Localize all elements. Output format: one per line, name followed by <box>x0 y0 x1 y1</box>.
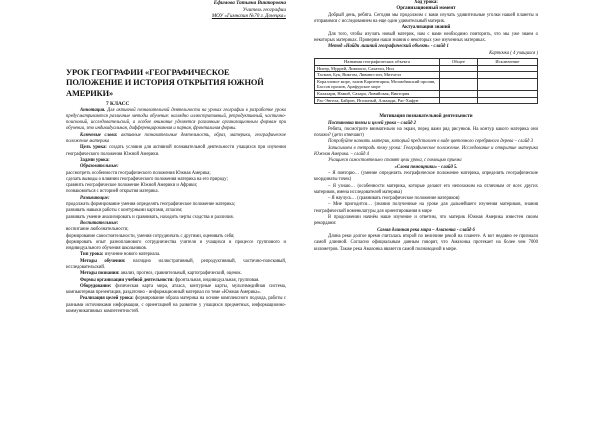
keywords-text: активные познавательные деятельность, образ, материки, географическое положение материка <box>66 132 286 145</box>
records-slide: - слайд 6 <box>456 227 475 233</box>
records-label: Самая длинная река мира – Амазонка <box>377 227 456 233</box>
edu-item: рассмотреть особенности географического положения Южная Америка; <box>66 170 211 176</box>
edu-heading: Образовательные: <box>80 164 119 170</box>
table-row <box>315 90 538 97</box>
keywords-paragraph <box>66 133 286 146</box>
equipment-label: Оборудование: <box>80 283 112 289</box>
lesson-type-label: Тип урока: <box>80 252 104 258</box>
table-cell: Рас-Энгела, Байрон, Игольный, Альмади, Рас-Хафун <box>315 97 440 104</box>
table-header-row <box>315 59 538 66</box>
goal-text: создать условия для активной познавательной деятельности учащихся при изучении географического положения Южной Америки. <box>66 145 287 157</box>
table-row <box>315 97 538 104</box>
lesson-type-text: изучение нового материала. <box>104 252 161 258</box>
table-cell <box>439 72 477 79</box>
author-school: МОУ «Гимназия №70 г. Донецка» <box>211 13 286 20</box>
keywords-label: Ключевые слова: <box>80 132 118 138</box>
forms-label: Формы организации учебной деятельности: <box>80 277 174 283</box>
means-label: Методы познания: <box>80 271 120 277</box>
author-position: Учитель географии <box>242 6 286 13</box>
table-cell <box>439 90 477 97</box>
table-cell <box>477 97 537 104</box>
realization-paragraph <box>66 296 286 315</box>
realization-text: формирование образа материка на основе комплексного подхода, работы с разными источниками информации, с ориентацией на развитие у учащихся предметных, информационно-коммуникативных компетентностей. <box>66 296 286 315</box>
equipment-text: физическая карта мира, атласа, контурные карты, мультимедийная система, компьютерная презентация, раздаточно - информационный материал по теме «Южная Америка». <box>66 283 287 296</box>
lesson-title: УРОК ГЕОГРАФИИ «ГЕОГРАФИЧЕСКОЕ ПОЛОЖЕНИЕ И ИСТОРИЯ ОТКРЫТИЯ ЮЖНОЙ АМЕРИКИ» <box>66 67 264 98</box>
upbringing-item: формирование самостоятельности, умения сотрудничать с другими, оценивать себя; <box>66 233 235 239</box>
author-name: Ефимова Татьяна Викторовна <box>213 0 286 6</box>
objects-table <box>314 58 538 104</box>
table-cell <box>477 78 537 90</box>
methods-label: Методы обучения: <box>80 258 126 264</box>
prompt-label: «Слова помощники» - слайд 5. <box>394 164 458 170</box>
dev-item: продолжать формирование умения определять географическое положение материка; <box>66 202 236 208</box>
table-cell: Нигер, Муррей, Лимпопо, Сахатхи, Нил <box>315 65 440 72</box>
course-heading: Ход урока: <box>414 0 438 5</box>
equipment-paragraph <box>66 284 286 297</box>
table-cell <box>477 65 537 72</box>
motivation-heading: Мотивация познавательной деятельности <box>379 114 473 120</box>
prompt-item: – Я узнаю… (особенности материка, которые делают его непохожим на отличным от всех других материков, имена исследователей материка) <box>314 183 538 195</box>
records-text: Длина реки долгое время считалась второй по величине рекой на планете. А вот недавно ее признали самой длинной. Согласно официальным данным говорят, что Амазонка протекает на более чем 7000 километров. Также река Амазонка является самой полноводной в мире. <box>314 233 538 252</box>
method-label: Метод «Найди лишний географический объект» - слайд 1 <box>328 44 449 50</box>
edu-item: познакомиться с историей открытия материка. <box>66 189 159 195</box>
edu-item: сделать выводы о влиянии географического положения материка на его природу; <box>66 176 228 182</box>
table-cell <box>477 90 537 97</box>
records-intro: В продолжении начнём наше изучение и ответим, что материк Южная Америка известен своим рекордами: <box>314 215 538 227</box>
table-cell: Тасман, Бук, Виктом, Ливингстон, Митчелл <box>315 72 440 79</box>
realization-label: Реализация целей урока: <box>80 296 134 302</box>
dev-item: развивать навыки работы с контурными картами, атласом; <box>66 208 183 214</box>
tasks-heading: Задачи урока: <box>80 157 110 163</box>
upbringing-heading: Воспитательные: <box>80 220 119 226</box>
org-heading: Организационный момент <box>396 6 456 12</box>
table-header: Названия географических объекта <box>315 59 440 66</box>
goal-setting-text: Учащиеся самостоятельно ставят цели урока, с помощью приема <box>328 158 462 164</box>
means-text: анализ, прогноз, сравнительный, картографический, оценок. <box>120 271 242 277</box>
upbringing-item: воспитание любознательности; <box>66 227 129 233</box>
dev-heading: Развивающие: <box>80 195 110 201</box>
author-block <box>66 0 286 20</box>
methods-text: наглядно иллюстративный, репродуктивный, частично-поисковый, исследовательский. <box>66 258 287 270</box>
problem-text: Ребята, посмотрите внимательно на экран, перед вами ряд рисунков. На контур какого материка они похожи? (дети отвечают) <box>314 126 538 139</box>
abstract-paragraph <box>66 108 286 133</box>
table-row <box>315 72 538 79</box>
table-header: Исключение <box>477 59 537 66</box>
lesson-grade: 7 КЛАСС <box>106 100 130 107</box>
spacer <box>314 106 538 114</box>
table-cell <box>439 65 477 72</box>
table-cell <box>439 78 477 90</box>
table-cell: Калахари, Намиб, Сахара, Ливийская, Виктория <box>315 90 440 97</box>
dev-item: развивать умение анализировать и сравнивать, находить черты сходства и различия. <box>66 214 234 220</box>
card-label: Карточка ( 4 учащихся ) <box>489 50 538 56</box>
record-text: Записываем в тетрадь тему урока: Географическое положение. Исследование и открытие материка Южная Америка. – слайд 4 <box>314 145 538 158</box>
table-cell: Коралловое море, залив Карпентария, Мозамбикский пролив, Бассов пролив, Арафурское море <box>315 78 440 90</box>
prompt-item: – Мне пригодится… (знания полученные на уроке для дальнейшего изучения материков, знания географической номенклатуры для ориентирования в мире <box>314 202 538 214</box>
problem-label: Постановка темы и целей урока – слайд 2 <box>328 120 416 126</box>
upbringing-item: формировать опыт разнопланового сотрудничества учителя и учащихся в процессе группового и индивидуального обучения школьников. <box>66 239 286 252</box>
forms-text: фронтальная, индивидуальная, групповая. <box>174 277 260 283</box>
goal-label: Цель урока: <box>80 145 107 151</box>
table-row <box>315 78 538 90</box>
edu-item: сравнить географическое положение Южной Америки и Африки; <box>66 183 198 189</box>
abstract-label: Аннотация. <box>80 107 106 113</box>
org-text: Добрый день, ребята. Сегодня мы продолжим с вами изучать удивительные уголки нашей планеты и отправимся с исследованием на еще один удивительный материк. <box>314 12 538 25</box>
prompt-item: – Я повторю… (умение определять географическое положение материка, определять географические координаты точек) <box>314 170 538 183</box>
table-header: Общее <box>439 59 477 66</box>
actualization-text: Для того, чтобы изучать новый материк, нам с вами необходимо повторить, что мы уже знаем о некоторых материках. Проверим наши знания о некоторых уже изученных материках. <box>314 31 538 44</box>
guess-label: Попробуйте назвать материк, который представлен в виде цветочного серебряного дерева – слайд 3 <box>328 139 533 145</box>
table-cell <box>477 72 537 79</box>
abstract-text: Для активной познавательной деятельности на уроках географии в разработке урока предусматриваются различные методы обучения: наглядно иллюстративный, репродуктивный, частично-поисковый, исследовательский, а особое внимание уделяется различным организационным формам при обучении, это индивидуальная, дифференцированная и парная, фронтальная формы. <box>66 107 286 132</box>
right-column <box>300 0 600 424</box>
prompt-item: – Я научусь… (сравнивать географическое положение материков) <box>328 196 460 202</box>
actualization-heading: Актуализация знаний <box>401 25 451 31</box>
methods-paragraph <box>66 259 286 272</box>
goal-paragraph <box>66 145 286 158</box>
table-cell <box>439 97 477 104</box>
table-row <box>315 65 538 72</box>
